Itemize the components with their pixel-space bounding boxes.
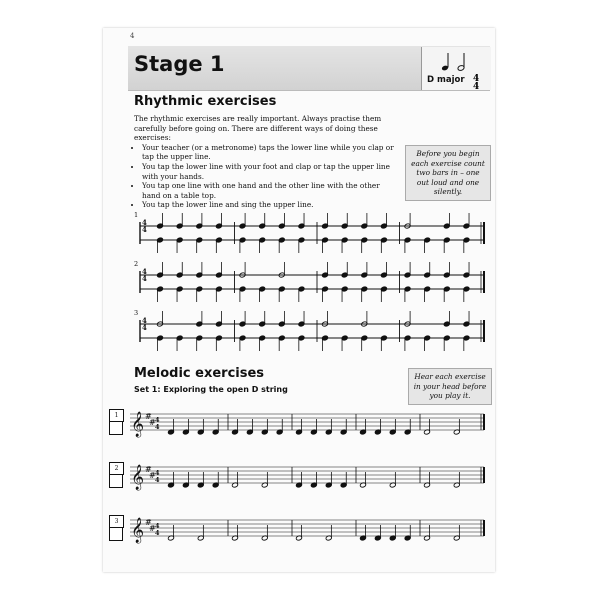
melodic-tip-box: Hear each exercise in your head before you play it. [408, 368, 492, 405]
rhythmic-intro-text: The rhythmic exercises are really important. Always practise them carefully before going on. There are different ways of doing these exercises: [134, 114, 382, 143]
rhythm-exercise-number: 2 [134, 260, 139, 268]
treble-clef-icon: 𝄞 [131, 518, 145, 543]
time-signature: 4 [142, 267, 147, 276]
instruction-item: • You tap the lower line with your foot and clap or tap the upper line with your hands. [142, 162, 400, 181]
time-signature: 4 [142, 225, 147, 234]
instruction-item: • You tap the lower line and sing the upper line. [142, 200, 400, 210]
time-signature: 4 [142, 274, 147, 283]
time-signature: 4 [142, 316, 147, 325]
instruction-item: • You tap one line with one hand and the other line with the other hand on a table top. [142, 181, 400, 200]
time-signature: 4 [155, 416, 160, 424]
key-label: D major [427, 75, 465, 85]
time-signature: 4 [155, 476, 160, 484]
sharp-icon: # [145, 412, 152, 421]
svg-text:4: 4 [473, 82, 480, 92]
stage-title: Stage 1 [134, 52, 225, 76]
page-number: 4 [130, 32, 135, 40]
rhythmic-tip-box: Before you begin each exercise count two bars in – one out loud and one silently. [405, 145, 491, 201]
melodic-set-title: Set 1: Exploring the open D string [134, 385, 288, 394]
rhythm-exercise-number: 3 [134, 309, 139, 317]
sharp-icon: # [149, 471, 156, 480]
melody-exercise-number: 1 [109, 409, 124, 422]
sharp-icon: # [145, 465, 152, 474]
time-signature: 4 [155, 423, 160, 431]
rhythmic-heading: Rhythmic exercises [134, 94, 277, 109]
time-signature: 4 [155, 469, 160, 477]
treble-clef-icon: 𝄞 [131, 412, 145, 437]
sharp-icon: # [149, 524, 156, 533]
melody-exercise-number: 2 [109, 462, 124, 475]
time-signature: 4 [142, 218, 147, 227]
sharp-icon: # [145, 518, 152, 527]
time-signature: 4 [155, 522, 160, 530]
treble-clef-icon: 𝄞 [131, 465, 145, 490]
svg-text:4: 4 [473, 74, 480, 84]
melodic-heading: Melodic exercises [134, 366, 265, 381]
rhythm-exercise-number: 1 [134, 211, 139, 219]
time-signature: 4 [155, 529, 160, 537]
time-signature: 4 [142, 323, 147, 332]
sharp-icon: # [149, 418, 156, 427]
melody-exercise-number: 3 [109, 515, 124, 528]
instruction-item: • Your teacher (or a metronome) taps the lower line while you clap or tap the upper line. [142, 143, 400, 162]
